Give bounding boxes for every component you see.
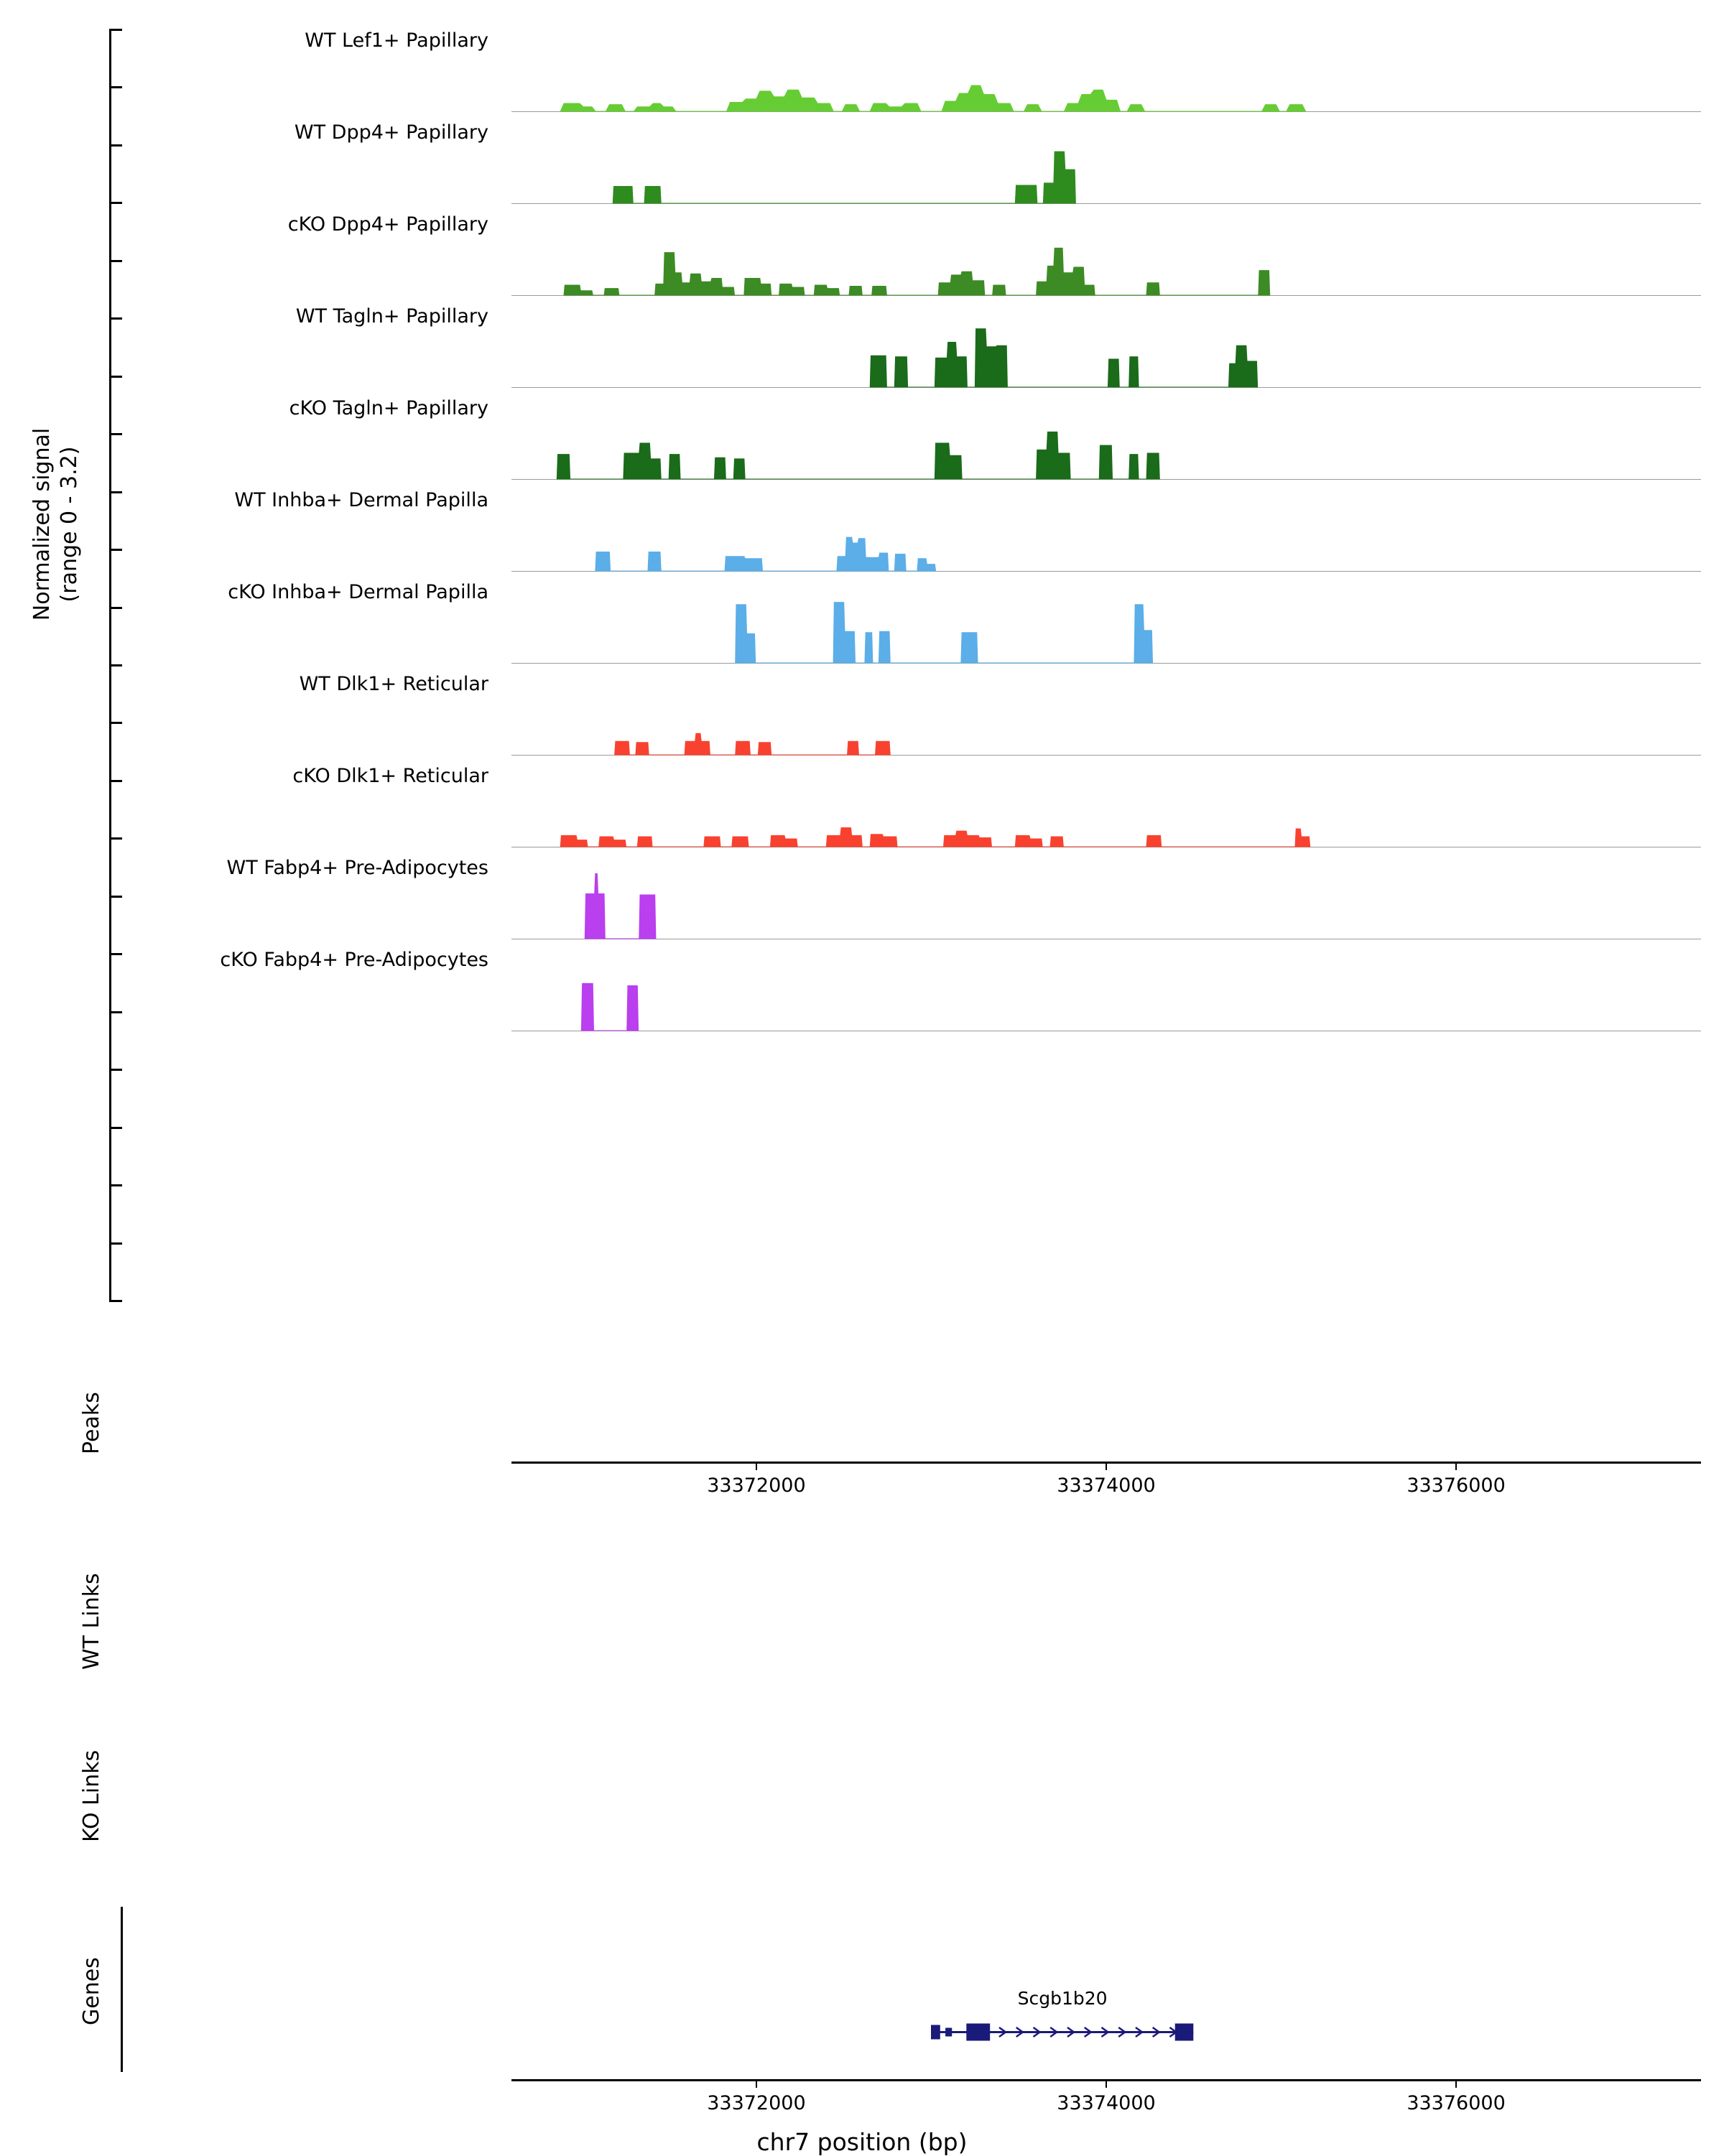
section-label-peaks: Peaks: [79, 1392, 104, 1454]
track-label-0: WT Lef1+ Papillary: [305, 29, 488, 52]
track-signal-5: [511, 499, 1702, 572]
left-axis-tick: [109, 1011, 122, 1013]
track-signal-1: [511, 131, 1702, 205]
track-label-5: WT Inhba+ Dermal Papilla: [234, 489, 488, 511]
y-axis-label-line2: (range 0 - 3.2): [56, 446, 82, 603]
x-axis-bottom-tick-label-0: 33372000: [707, 2092, 806, 2114]
section-label-genes: Genes: [79, 1957, 104, 2025]
track-label-10: cKO Fabp4+ Pre-Adipocytes: [220, 949, 488, 971]
x-axis-bottom-tick-2: [1455, 2079, 1457, 2088]
left-axis-tick: [109, 1069, 122, 1071]
track-signal-10: [511, 959, 1702, 1032]
x-axis-top-tick-label-2: 33376000: [1406, 1474, 1506, 1497]
gene-name-label: Scgb1b20: [1017, 1988, 1108, 2009]
left-axis-tick: [109, 837, 122, 840]
left-axis-tick: [109, 202, 122, 204]
track-signal-9: [511, 867, 1702, 940]
track-signal-4: [511, 407, 1702, 480]
genes-axis-spine: [121, 1907, 123, 2072]
track-signal-6: [511, 591, 1702, 664]
track-label-4: cKO Tagln+ Papillary: [289, 397, 488, 419]
x-axis-bottom-tick-label-2: 33376000: [1406, 2092, 1506, 2114]
x-axis-top-tick-label-1: 33374000: [1057, 1474, 1156, 1497]
left-axis-tick: [109, 549, 122, 551]
x-axis-bottom-tick-0: [756, 2079, 757, 2088]
left-axis-tick: [109, 144, 122, 147]
x-axis-top-tick-2: [1455, 1462, 1457, 1470]
left-axis-tick: [109, 896, 122, 898]
track-label-6: cKO Inhba+ Dermal Papilla: [228, 581, 488, 603]
track-signal-2: [511, 223, 1702, 297]
left-axis-tick: [109, 722, 122, 724]
x-axis-bottom-tick-label-1: 33374000: [1057, 2092, 1156, 2114]
left-axis-tick: [109, 260, 122, 262]
left-axis-tick: [109, 86, 122, 88]
left-axis-tick: [109, 1127, 122, 1129]
track-label-1: WT Dpp4+ Papillary: [294, 121, 488, 144]
track-signal-0: [511, 40, 1702, 113]
section-label-wt-links: WT Links: [79, 1573, 104, 1670]
x-axis-top-tick-1: [1106, 1462, 1107, 1470]
x-axis-top-tick-0: [756, 1462, 757, 1470]
track-signal-3: [511, 315, 1702, 389]
section-label-ko-links: KO Links: [79, 1750, 104, 1842]
left-axis-tick: [109, 1300, 122, 1302]
track-signal-7: [511, 683, 1702, 756]
left-axis-tick: [109, 433, 122, 435]
left-axis-tick: [109, 664, 122, 666]
x-axis-bottom-tick-1: [1106, 2079, 1107, 2088]
left-axis-tick: [109, 1242, 122, 1245]
track-label-3: WT Tagln+ Papillary: [295, 305, 488, 327]
track-label-8: cKO Dlk1+ Reticular: [292, 765, 488, 787]
gene-model: [924, 2018, 1200, 2047]
left-axis-tick: [109, 1184, 122, 1186]
track-label-7: WT Dlk1+ Reticular: [299, 673, 488, 695]
x-axis-label: chr7 position (bp): [756, 2128, 968, 2156]
track-label-9: WT Fabp4+ Pre-Adipocytes: [226, 857, 488, 879]
y-axis-label: [29, 237, 83, 812]
track-label-2: cKO Dpp4+ Papillary: [287, 213, 488, 236]
left-axis-tick: [109, 607, 122, 609]
left-axis-tick: [109, 376, 122, 378]
track-signal-8: [511, 775, 1702, 848]
y-axis-label-line1: Normalized signal: [29, 427, 55, 621]
x-axis-top-tick-label-0: 33372000: [707, 1474, 806, 1497]
